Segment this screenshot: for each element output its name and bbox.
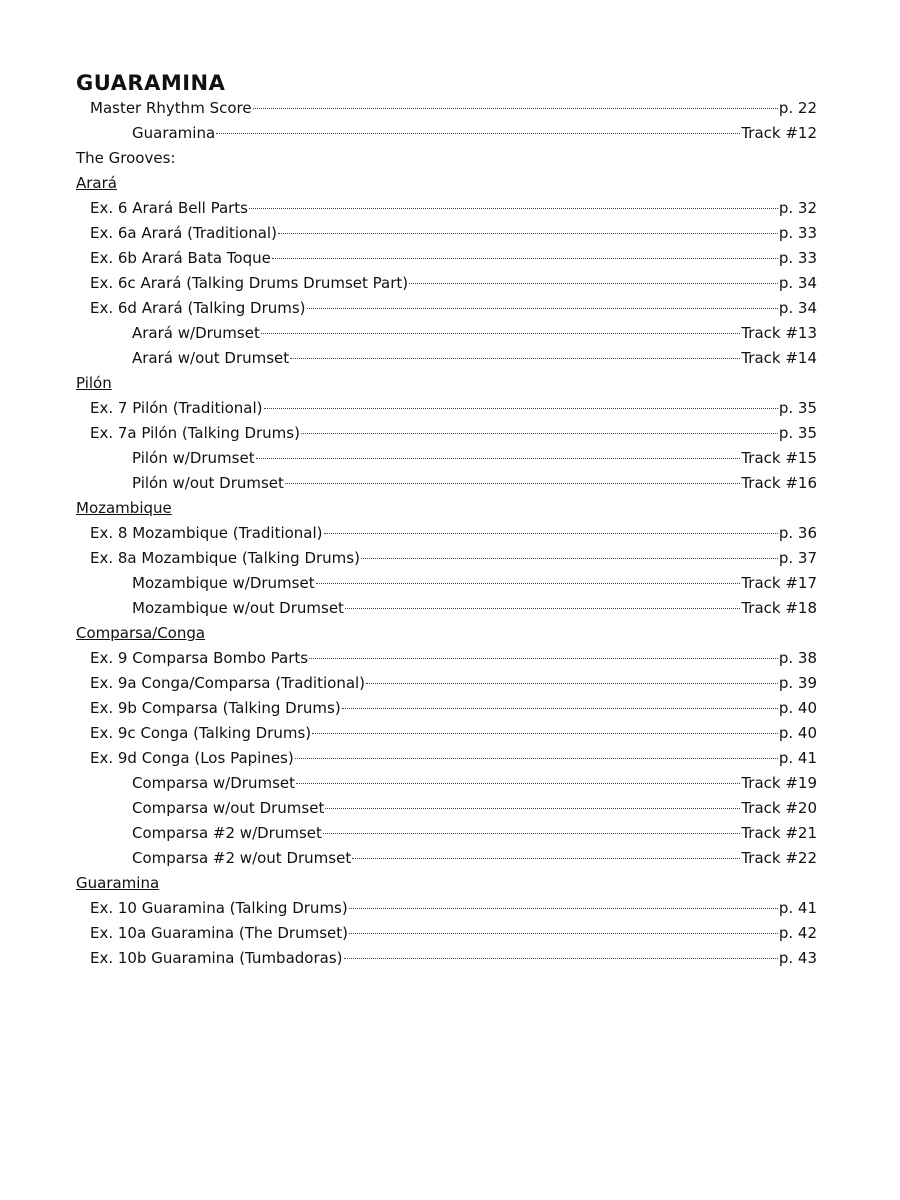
entry-label: Ex. 9d Conga (Los Papines) bbox=[90, 749, 294, 767]
toc-entry bbox=[76, 896, 817, 921]
dot-leader bbox=[253, 108, 778, 109]
dot-leader bbox=[264, 408, 778, 409]
toc-entry bbox=[76, 671, 817, 696]
toc-track-entry bbox=[76, 846, 817, 871]
grooves-label: The Grooves: bbox=[76, 149, 176, 167]
entry-reference: Track #20 bbox=[741, 799, 817, 817]
entry-label: Pilón w/Drumset bbox=[132, 449, 255, 467]
entry-reference: p. 34 bbox=[778, 274, 817, 292]
sections bbox=[76, 171, 817, 971]
toc-track-entry bbox=[76, 596, 817, 621]
entry-reference: p. 32 bbox=[778, 199, 817, 217]
toc-entry bbox=[76, 746, 817, 771]
entry-reference: Track #21 bbox=[741, 824, 817, 842]
entry-reference: p. 40 bbox=[778, 724, 817, 742]
entry-reference: Track #22 bbox=[741, 849, 817, 867]
entry-reference: p. 39 bbox=[778, 674, 817, 692]
toc-entry bbox=[76, 196, 817, 221]
entry-reference: p. 33 bbox=[778, 224, 817, 242]
entry-reference: p. 38 bbox=[778, 649, 817, 667]
toc-entry bbox=[76, 396, 817, 421]
section-heading: Arará bbox=[76, 174, 117, 192]
entry-label: Ex. 10 Guaramina (Talking Drums) bbox=[90, 899, 348, 917]
dot-leader bbox=[272, 258, 778, 259]
dot-leader bbox=[316, 583, 741, 584]
dot-leader bbox=[261, 333, 740, 334]
dot-leader bbox=[301, 433, 778, 434]
entry-reference: p. 41 bbox=[778, 899, 817, 917]
toc-entry bbox=[76, 521, 817, 546]
toc-entry bbox=[76, 296, 817, 321]
toc-entry bbox=[76, 696, 817, 721]
dot-leader bbox=[344, 958, 778, 959]
entry-reference: Track #18 bbox=[741, 599, 817, 617]
dot-leader bbox=[307, 308, 778, 309]
entry-label: Ex. 6 Arará Bell Parts bbox=[90, 199, 248, 217]
entry-label: Mozambique w/out Drumset bbox=[132, 599, 344, 617]
entry-label: Comparsa w/Drumset bbox=[132, 774, 296, 792]
entry-reference: Track #16 bbox=[741, 474, 817, 492]
dot-leader bbox=[342, 708, 778, 709]
entry-reference: p. 36 bbox=[778, 524, 817, 542]
toc-entry bbox=[76, 96, 817, 121]
entry-label: Ex. 7a Pilón (Talking Drums) bbox=[90, 424, 300, 442]
toc-track-entry bbox=[76, 471, 817, 496]
entry-reference: Track #12 bbox=[741, 124, 817, 142]
dot-leader bbox=[325, 808, 740, 809]
entry-reference: p. 33 bbox=[778, 249, 817, 267]
entry-reference: p. 35 bbox=[778, 399, 817, 417]
dot-leader bbox=[345, 608, 740, 609]
entry-label: Comparsa #2 w/Drumset bbox=[132, 824, 322, 842]
entry-label: Ex. 8 Mozambique (Traditional) bbox=[90, 524, 323, 542]
table-of-contents bbox=[76, 66, 817, 971]
entry-label: Ex. 10a Guaramina (The Drumset) bbox=[90, 924, 348, 942]
entry-label: Ex. 9 Comparsa Bombo Parts bbox=[90, 649, 309, 667]
entry-label: Ex. 6d Arará (Talking Drums) bbox=[90, 299, 306, 317]
entry-label: Arará w/Drumset bbox=[132, 324, 260, 342]
section-heading: Pilón bbox=[76, 374, 112, 392]
entry-reference: Track #15 bbox=[741, 449, 817, 467]
dot-leader bbox=[409, 283, 778, 284]
toc-track-entry bbox=[76, 796, 817, 821]
entry-reference: p. 42 bbox=[778, 924, 817, 942]
entry-reference: p. 35 bbox=[778, 424, 817, 442]
entry-label: Mozambique w/Drumset bbox=[132, 574, 315, 592]
dot-leader bbox=[312, 733, 778, 734]
dot-leader bbox=[352, 858, 740, 859]
toc-track-entry bbox=[76, 121, 817, 146]
dot-leader bbox=[278, 233, 778, 234]
dot-leader bbox=[216, 133, 740, 134]
entry-reference: p. 37 bbox=[778, 549, 817, 567]
entry-reference: p. 43 bbox=[778, 949, 817, 967]
toc-entry bbox=[76, 221, 817, 246]
entry-label: Ex. 8a Mozambique (Talking Drums) bbox=[90, 549, 360, 567]
entry-label: Ex. 7 Pilón (Traditional) bbox=[90, 399, 263, 417]
dot-leader bbox=[366, 683, 778, 684]
entry-label: Comparsa w/out Drumset bbox=[132, 799, 325, 817]
dot-leader bbox=[256, 458, 741, 459]
entry-label: Arará w/out Drumset bbox=[132, 349, 290, 367]
page-title: GUARAMINA bbox=[76, 71, 226, 95]
toc-entry bbox=[76, 921, 817, 946]
entry-label: Ex. 10b Guaramina (Tumbadoras) bbox=[90, 949, 343, 967]
section-heading: Mozambique bbox=[76, 499, 172, 517]
entry-reference: Track #14 bbox=[741, 349, 817, 367]
toc-track-entry bbox=[76, 771, 817, 796]
toc-track-entry bbox=[76, 346, 817, 371]
entry-label: Ex. 6c Arará (Talking Drums Drumset Part) bbox=[90, 274, 409, 292]
entry-reference: p. 22 bbox=[778, 99, 817, 117]
entry-label: Pilón w/out Drumset bbox=[132, 474, 284, 492]
entry-reference: Track #13 bbox=[741, 324, 817, 342]
toc-entry bbox=[76, 271, 817, 296]
entry-reference: Track #17 bbox=[741, 574, 817, 592]
dot-leader bbox=[323, 833, 740, 834]
toc-entry bbox=[76, 646, 817, 671]
dot-leader bbox=[349, 908, 778, 909]
entry-label: Ex. 6b Arará Bata Toque bbox=[90, 249, 271, 267]
entry-label: Guaramina bbox=[132, 124, 216, 142]
dot-leader bbox=[296, 783, 740, 784]
dot-leader bbox=[349, 933, 778, 934]
dot-leader bbox=[290, 358, 740, 359]
entry-label: Master Rhythm Score bbox=[90, 99, 252, 117]
toc-entry bbox=[76, 246, 817, 271]
entry-label: Ex. 6a Arará (Traditional) bbox=[90, 224, 277, 242]
dot-leader bbox=[324, 533, 778, 534]
toc-track-entry bbox=[76, 321, 817, 346]
dot-leader bbox=[285, 483, 740, 484]
entry-reference: p. 40 bbox=[778, 699, 817, 717]
entry-label: Ex. 9c Conga (Talking Drums) bbox=[90, 724, 312, 742]
toc-track-entry bbox=[76, 446, 817, 471]
toc-entry bbox=[76, 546, 817, 571]
entry-label: Ex. 9b Comparsa (Talking Drums) bbox=[90, 699, 341, 717]
dot-leader bbox=[309, 658, 778, 659]
dot-leader bbox=[361, 558, 778, 559]
toc-entry bbox=[76, 946, 817, 971]
section-heading: Comparsa/Conga bbox=[76, 624, 206, 642]
intro-entries bbox=[76, 96, 817, 146]
dot-leader bbox=[249, 208, 778, 209]
toc-track-entry bbox=[76, 821, 817, 846]
toc-track-entry bbox=[76, 571, 817, 596]
entry-label: Ex. 9a Conga/Comparsa (Traditional) bbox=[90, 674, 366, 692]
toc-entry bbox=[76, 721, 817, 746]
section-heading: Guaramina bbox=[76, 874, 160, 892]
toc-entry bbox=[76, 421, 817, 446]
dot-leader bbox=[295, 758, 778, 759]
entry-label: Comparsa #2 w/out Drumset bbox=[132, 849, 352, 867]
entry-reference: p. 34 bbox=[778, 299, 817, 317]
entry-reference: Track #19 bbox=[741, 774, 817, 792]
entry-reference: p. 41 bbox=[778, 749, 817, 767]
